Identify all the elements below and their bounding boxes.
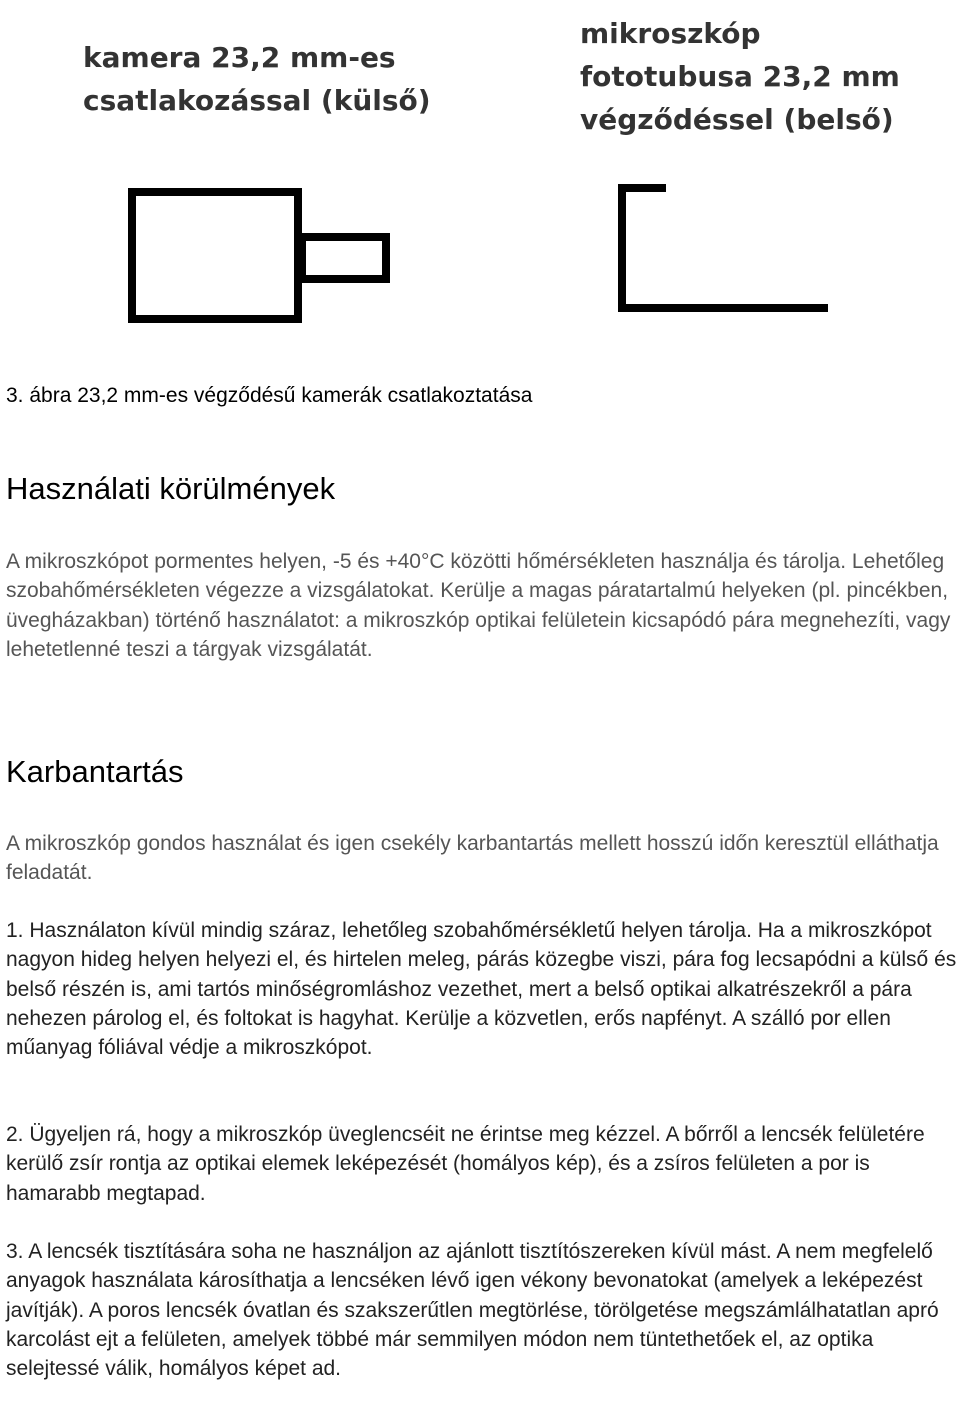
camera-label-line-1: kamera 23,2 mm-es: [83, 41, 396, 74]
camera-body-shape: [132, 192, 298, 319]
maintenance-item-2: 2. Ügyeljen rá, hogy a mikroszkóp üveglencséit ne érintse meg kézzel. A bőrről a lencsék felületére kerülő zsír rontja az optikai elemek leképezését (homályos kép), és a zsíros felületen a por is hamarabb megtapad.: [6, 1123, 925, 1205]
maintenance-item-1: 1. Használaton kívül mindig száraz, lehetőleg szobahőmérsékletű helyen tárolja. Ha a mikroszkópot nagyon hideg helyen helyezi el, és hirtelen meleg, párás közegbe viszi, pára fog lecsapódni a külső és belső részén is, ami tartós minőségromláshoz vezethet, mert a belső optikai alkatrészekről a pára nehezen párolog el, és foltokat is hagyhat. Kerülje a közvetlen, erős napfényt. A szálló por ellen műanyag fóliával védje a mikroszkópot.: [6, 919, 957, 1060]
maintenance-heading: Karbantartás: [6, 754, 184, 789]
conditions-paragraph: A mikroszkópot pormentes helyen, -5 és +40°C közötti hőmérsékleten használja és tárolja. Lehetőleg szobahőmérsékleten végezze a vizsgálatokat. Kerülje a magas páratartalmú helyeken (pl. pincékben, üvegházakban) történő használatot: a mikroszkóp optikai felületein kicsapódó pára megnehezíti, vagy lehetetlenné teszi a tárgyak vizsgálatát.: [6, 550, 951, 661]
connection-diagram: [0, 0, 960, 340]
figure-caption: 3. ábra 23,2 mm-es végződésű kamerák csatlakoztatása: [6, 384, 533, 407]
camera-label-line-2: csatlakozással (külső): [83, 84, 431, 117]
phototube-label-line-3: végződéssel (belső): [580, 103, 894, 136]
camera-adapter-shape: [302, 237, 386, 279]
maintenance-item-3: 3. A lencsék tisztítására soha ne használjon az ajánlott tisztítószereken kívül mást. A nem megfelelő anyagok használata károsíthatja a lencséken lévő igen vékony bevonatokat (amelyek a leképezést javítják). A poros lencsék óvatlan és szakszerűtlen megtörlése, törölgetése megszámlálhatatlan apró karcolást ejt a felületen, amelyek többé már semmilyen módon nem tüntethetőek el, az optika selejtessé válik, homályos képet ad.: [6, 1240, 939, 1381]
connection-figure: [0, 0, 960, 340]
phototube-shape: [622, 188, 828, 308]
phototube-label-line-1: mikroszkóp: [580, 17, 761, 50]
phototube-label-line-2: fototubusa 23,2 mm: [580, 60, 900, 93]
conditions-heading: Használati körülmények: [6, 471, 336, 506]
maintenance-intro-paragraph: A mikroszkóp gondos használat és igen csekély karbantartás mellett hosszú időn keresztül elláthatja feladatát.: [6, 832, 939, 885]
